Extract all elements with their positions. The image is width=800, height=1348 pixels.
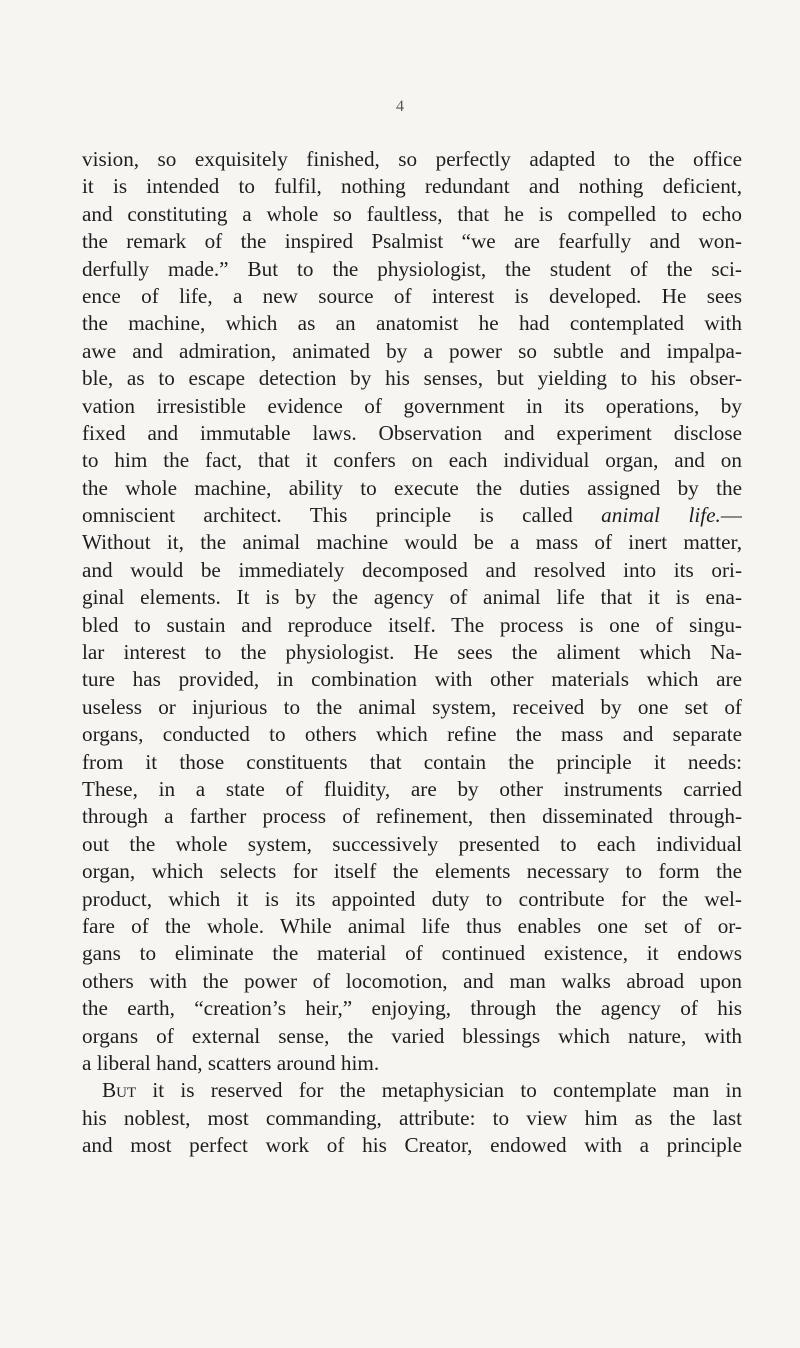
text-line: useless or injurious to the animal system, received by one set of xyxy=(82,694,742,719)
text-line: lar interest to the physiologist. He sees the aliment which Na- xyxy=(82,640,742,665)
text-line: the earth, “creation’s heir,” enjoying, through the agency of his xyxy=(82,996,742,1021)
text-line: ture has provided, in combination with other materials which are xyxy=(82,667,742,692)
page-number: 4 xyxy=(396,98,404,115)
text-line-with-italic xyxy=(82,502,742,529)
text-segment: it is reserved for the metaphysician to contemplate man in xyxy=(136,1078,742,1103)
text-line: ble, as to escape detection by his senses, but yielding to his obser- xyxy=(82,366,742,391)
text-line: others with the power of locomotion, and man walks abroad upon xyxy=(82,968,742,993)
text-line: vision, so exquisitely finished, so perfectly adapted to the office xyxy=(82,147,742,171)
text-line: the remark of the inspired Psalmist “we are fearfully and won- xyxy=(82,229,742,254)
text-line: it is intended to fulfil, nothing redundant and nothing deficient, xyxy=(82,174,742,199)
text-segment: — xyxy=(720,503,742,528)
text-line: a liberal hand, scatters around him. xyxy=(82,1050,380,1075)
text-line: and would be immediately decomposed and resolved into its ori- xyxy=(82,557,742,582)
text-line-with-lead xyxy=(82,1077,742,1104)
text-line: organs, conducted to others which refine the mass and separate xyxy=(82,722,742,747)
text-line: ence of life, a new source of interest is developed. He sees xyxy=(82,283,742,308)
text-line: the machine, which as an anatomist he had contemplated with xyxy=(82,311,742,336)
text-segment: omniscient architect. This principle is called xyxy=(82,503,573,528)
text-line: gans to eliminate the material of continued existence, it endows xyxy=(82,941,742,966)
text-line: ginal elements. It is by the agency of animal life that it is ena- xyxy=(82,585,742,610)
text-line: to him the fact, that it confers on each individual organ, and on xyxy=(82,448,742,473)
text-line: his noblest, most commanding, attribute: to view him as the last xyxy=(82,1105,742,1130)
italic-term: animal life. xyxy=(601,503,721,528)
text-line: organs of external sense, the varied blessings which nature, with xyxy=(82,1023,742,1048)
text-line: derfully made.” But to the physiologist, the student of the sci- xyxy=(82,256,742,281)
text-line: fare of the whole. While animal life thus enables one set of or- xyxy=(82,913,742,938)
text-line: and most perfect work of his Creator, endowed with a principle xyxy=(82,1133,742,1158)
text-line: awe and admiration, animated by a power so subtle and impalpa- xyxy=(82,338,742,363)
text-line: fixed and immutable laws. Observation and experiment disclose xyxy=(82,420,742,445)
body-text xyxy=(82,146,742,1159)
text-line: from it those constituents that contain the principle it needs: xyxy=(82,749,742,774)
text-line: product, which it is its appointed duty to contribute for the wel- xyxy=(82,886,742,911)
text-line: out the whole system, successively presented to each individual xyxy=(82,831,742,856)
lead-word: But xyxy=(102,1078,137,1103)
text-line: through a farther process of refinement, then disseminated through- xyxy=(82,804,742,829)
text-line: vation irresistible evidence of government in its operations, by xyxy=(82,393,742,418)
text-line: the whole machine, ability to execute the duties assigned by the xyxy=(82,475,742,500)
text-line: These, in a state of fluidity, are by other instruments carried xyxy=(82,776,742,801)
text-line: and constituting a whole so faultless, that he is compelled to echo xyxy=(82,201,742,226)
text-line: organ, which selects for itself the elements necessary to form the xyxy=(82,859,742,884)
text-line: Without it, the animal machine would be a mass of inert matter, xyxy=(82,530,742,555)
paragraph-1 xyxy=(82,146,742,1077)
paragraph-2 xyxy=(82,1077,742,1159)
text-line: bled to sustain and reproduce itself. The process is one of singu- xyxy=(82,612,742,637)
